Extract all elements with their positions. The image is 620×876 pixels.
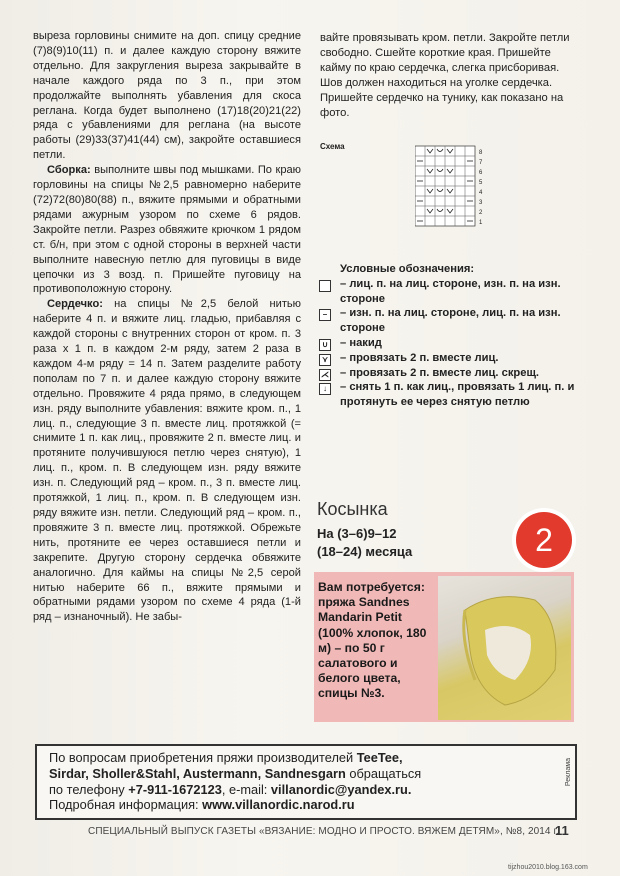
legend-item: [316, 366, 586, 381]
ad-line-4: Подробная информация: www.villanordic.narod.ru: [49, 797, 355, 813]
slip-decrease-icon: ↓: [319, 383, 331, 395]
heart-heading: Сердечко:: [47, 298, 103, 311]
advertisement-box: [35, 744, 577, 820]
schema-row-number: 5: [479, 180, 483, 186]
schema-label: Схема: [320, 142, 345, 151]
legend-item-text: – лиц. п. на лиц. стороне, изн. п. на изн. стороне: [340, 277, 561, 305]
schema-row-number: 7: [479, 160, 483, 166]
kosynka-size-line2: (18–24) месяца: [317, 544, 413, 559]
ad-side-label: Реклама: [565, 758, 573, 787]
legend-item-text: – провязать 2 п. вместе лиц. скрещ.: [340, 366, 540, 379]
legend-item-text: – накид: [340, 336, 382, 349]
ad-line-3: по телефону +7-911-1672123, e-mail: villanordic@yandex.ru.: [49, 781, 412, 797]
legend-item: [316, 380, 586, 410]
knitting-schema: [320, 142, 582, 252]
paragraph-heart: [33, 297, 301, 625]
right-column-text: вайте провязывать кром. петли. Закройте петли свободно. Сшейте короткие края. Пришейте кайму по краю сердечка, слегка присборивая. Шов должен находиться на уголке сердечка. Пришейте сердечко на тунику, как показано на фото.: [320, 32, 570, 119]
heart-body: на спицы №2,5 белой нитью наберите 4 п. и вяжите лиц. гладью, прибавляя с каждой стороны с внутренних сторон от кром. п. 3 раза х 1 п. в каждом 2-м ряду, затем 2 раза в каждом 4-м ряду = 14 п. Затем разделите работу пополам по 7 п. и далее каждую сторону вяжите отдельно. Провяжите 4 ряда прямо, в следующем изн. ряду выполните убавления: вяжите кром. п., 1 лиц. п., следующие 3 п. вместе лиц. протяжкой (= снимите 1 п. как лиц., провяжите 2 п. вместе лиц. и протяните получившуюся петлю через снятую), 1 лиц. п., кром. п. В следующем изн. ряду вяжите изн. п. Следующий ряд – кром. п., 3 п. вместе лиц. протяжкой, 1 лиц. п., кром. п. В следующем изн. ряду вяжите изн. петли. Следующий ряд – кром. п., провяжите 3 п. вместе лиц. протяжкой. Обрежьте нить, протяните ее через оставшиеся петли и закрепите. Другую сторону сердечка обвяжите аналогично. Для каймы на спицы №2,5 серой нитью наберите 66 п., вяжите прямыми и обратными рядами узором по схеме 4 ряда (1-й ряд – изнаночный). Не забы-: [33, 298, 301, 624]
schema-row-number: 4: [479, 190, 483, 196]
legend-item: [316, 336, 586, 351]
ad-line-1: По вопросам приобретения пряжи производителей TeeTee,: [49, 750, 403, 765]
yarn-over-icon: ∪: [319, 339, 331, 351]
schema-row-number: 6: [479, 170, 483, 176]
watermark: tijzhou2010.blog.163.com: [508, 864, 588, 871]
legend-item: [316, 351, 586, 366]
legend-item-text: – изн. п. на лиц. стороне, лиц. п. на изн. стороне: [340, 307, 561, 335]
assembly-body: выполните швы под мышками. По краю горловины на спицы №2,5 равномерно наберите (72)72(80)80(88) п., вяжите прямыми и обратными рядами ажурным узором по схеме 6 рядов. Закройте петли. Разрез обвяжите крючком 1 рядом ст. б/н, при этом с одной стороны в верхней части выполните навесную петлю для пуговицы в виде цепочки из 3 возд. п. Пришейте пуговицу на противоположную сторону.: [33, 164, 301, 296]
legend-item-text: – снять 1 п. как лиц., провязать 1 лиц. п. и протянуть ее через снятую петлю: [340, 381, 575, 409]
kosynka-title: Косынка: [317, 499, 388, 519]
kosynka-size-line1: На (3–6)9–12: [317, 526, 397, 541]
schema-row-number: 2: [479, 210, 483, 216]
page-number: 11: [555, 823, 569, 838]
schema-row-number: 3: [479, 200, 483, 206]
legend: [316, 262, 586, 410]
ad-line-2: Sirdar, Sholler&Stahl, Austermann, Sandnesgarn обращаться: [49, 765, 422, 781]
schema-row-number: 8: [479, 150, 483, 156]
empty-square-icon: [319, 280, 331, 292]
k2tog-crossed-icon: ⋌: [321, 369, 329, 379]
project-number-badge: 2: [516, 512, 572, 568]
footer-text: СПЕЦИАЛЬНЫЙ ВЫПУСК ГАЗЕТЫ «ВЯЗАНИЕ: МОДНО И ПРОСТО. ВЯЖЕМ ДЕТЯМ», №8, 2014 г.: [88, 826, 559, 837]
legend-title: Условные обозначения:: [340, 263, 475, 275]
legend-item-text: – провязать 2 п. вместе лиц.: [340, 351, 499, 364]
paragraph-assembly: [33, 163, 301, 297]
legend-item: [316, 277, 586, 307]
kerchief-illustration: [455, 590, 565, 710]
phone-number: +7-911-1672123: [128, 781, 222, 797]
dash-square-icon: –: [319, 309, 331, 321]
advertisement-text: [49, 750, 561, 813]
k2tog-icon: ⋎: [319, 354, 331, 366]
kosynka-size: [317, 525, 412, 561]
website-link: www.villanordic.narod.ru: [202, 797, 355, 813]
email-link: villanordic@yandex.ru.: [270, 781, 412, 797]
left-column-text: [33, 29, 301, 625]
schema-row-number: 1: [479, 220, 483, 226]
legend-item: [316, 306, 586, 336]
materials-text: Вам потребуется: пряжа Sandnes Mandarin Petit (100% хлопок, 180 м) – по 50 г салатового и белого цвета, спицы №3.: [318, 580, 427, 701]
paragraph-neckline: выреза горловины снимите на доп. спицу средние (7)8(9)10(11) п. и далее каждую сторону вяжите отдельно. Для закругления выреза закрывайте в начале каждого ряда по 3 п., при этом продолжайте выполнять убавления для скоса реглана. Когда будет выполнено (17)18(20)21(22) ряда с убавлениями для реглана (на высоте работы (29)33(37)41(44) см), закройте оставшиеся петли.: [33, 30, 301, 162]
assembly-heading: Сборка:: [47, 164, 91, 177]
schema-grid: [415, 144, 495, 236]
